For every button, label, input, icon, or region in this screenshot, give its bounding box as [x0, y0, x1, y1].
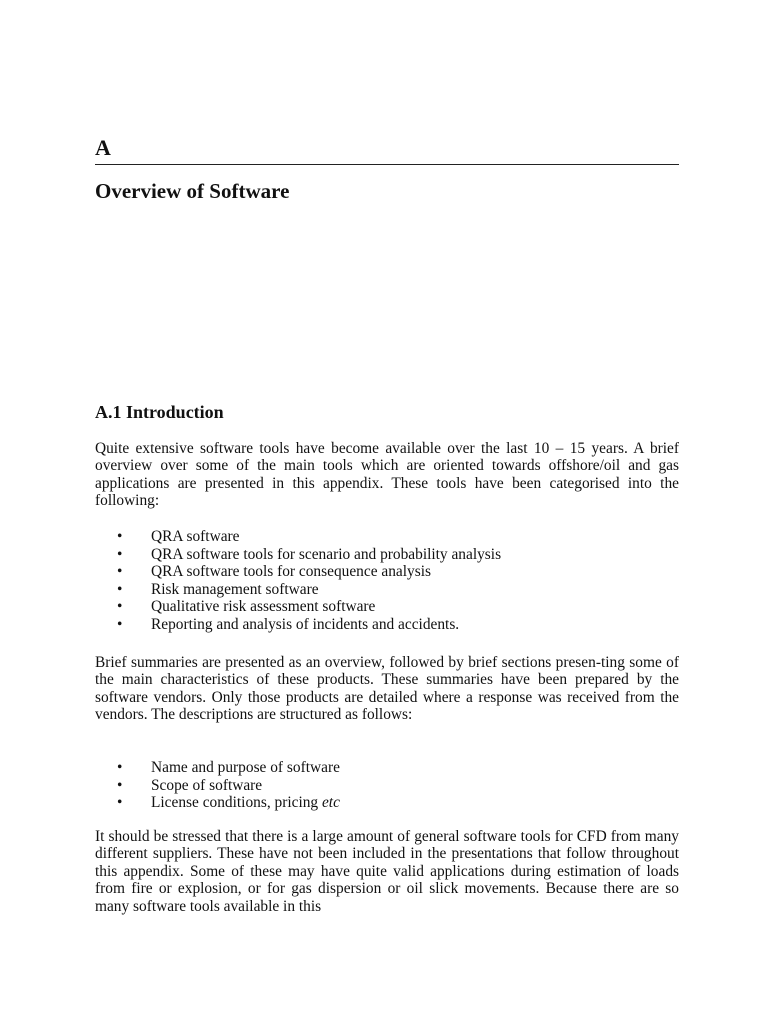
list-item	[95, 563, 679, 581]
section-heading: A.1 Introduction	[95, 402, 224, 422]
chapter-title: Overview of Software	[95, 179, 290, 203]
chapter-letter: A	[95, 135, 111, 160]
list-item-text: Qualitative risk assessment software	[151, 598, 376, 616]
list-item	[95, 528, 679, 546]
list-item	[95, 794, 679, 812]
summary-paragraph: Brief summaries are presented as an overview, followed by brief sections presen-ting some of the main characteristics of these products. These summaries have been prepared by the software vendors. Only those products are detailed where a response was received from the vendors. The descriptions are structured as follows:	[95, 654, 679, 724]
bullet-icon: •	[117, 615, 123, 633]
bullet-icon: •	[117, 563, 123, 581]
list-item	[95, 598, 679, 616]
chapter-rule	[95, 164, 679, 165]
bullet-icon: •	[117, 528, 123, 545]
list-item-text: QRA software tools for scenario and probability analysis	[151, 545, 502, 563]
bullet-icon: •	[117, 598, 123, 616]
cfd-paragraph: It should be stressed that there is a large amount of general software tools for CFD from many different suppliers. These have not been included in the presentations that follow throughout this appendix. Some of these may have quite valid applications during estimation of loads from fire or explosion, or for gas dispersion or oil slick movements. Because there are so many software tools available in this	[95, 828, 679, 915]
list-item-text: Scope of software	[151, 776, 263, 794]
list-item-text: License conditions, pricing	[151, 794, 322, 812]
bullet-icon: •	[117, 545, 123, 563]
bullet-icon: •	[117, 580, 123, 598]
list-item	[95, 581, 679, 599]
list-item	[95, 759, 679, 777]
bullet-icon: •	[117, 776, 123, 794]
structure-list	[95, 759, 679, 812]
list-item-text: QRA software tools for consequence analysis	[151, 563, 431, 581]
list-item-text: Risk management software	[151, 580, 319, 598]
list-item-text: Name and purpose of software	[151, 759, 340, 776]
category-list	[95, 528, 679, 634]
list-item	[95, 616, 679, 634]
list-item-text: QRA software	[151, 528, 240, 545]
bullet-icon: •	[117, 794, 123, 812]
list-item	[95, 777, 679, 795]
intro-paragraph: Quite extensive software tools have become available over the last 10 – 15 years. A brief overview over some of the main tools which are oriented towards offshore/oil and gas applications are presented in this appendix. These tools have been categorised into the following:	[95, 440, 679, 510]
list-item-text: Reporting and analysis of incidents and accidents.	[151, 615, 460, 633]
list-item	[95, 546, 679, 564]
bullet-icon: •	[117, 759, 123, 776]
list-item-emphasis: etc	[321, 794, 340, 812]
